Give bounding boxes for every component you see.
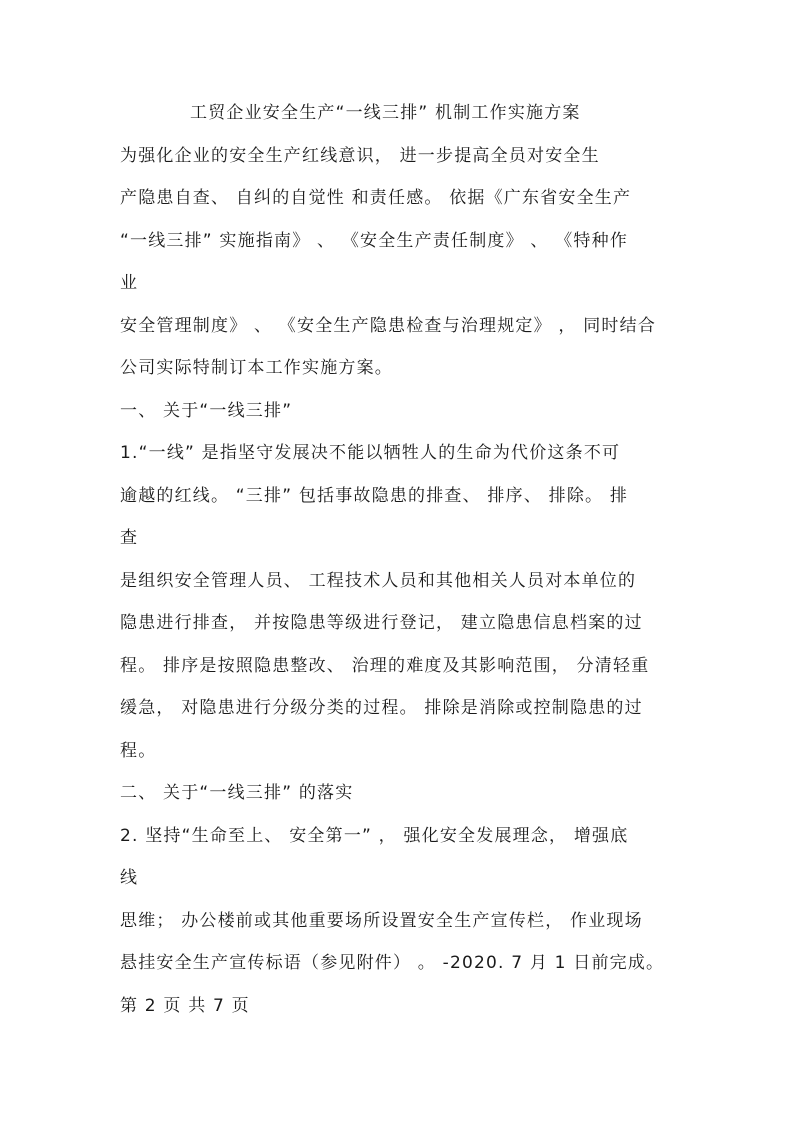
page-number: 第 2 页 共 7 页 — [120, 995, 250, 1016]
paragraph-line: “一线三排” 实施指南》 、 《安全生产责任制度》 、 《特种作 — [120, 230, 629, 251]
paragraph-line: 查 — [120, 528, 139, 548]
paragraph-line: 安全管理制度》 、 《安全生产隐患检查与治理规定》 ， 同时结合 — [120, 315, 657, 336]
paragraph-line: 程。 — [120, 740, 157, 761]
paragraph-line: 为强化企业的安全生产红线意识， 进一步提高全员对安全生 — [120, 145, 600, 166]
section-heading: 一、 关于“一线三排” — [120, 400, 293, 421]
paragraph-line: 缓急， 对隐患进行分级分类的过程。 排除是消除或控制隐患的过 — [120, 698, 643, 718]
paragraph-line: 悬挂安全生产宣传标语（参见附件） 。 -2020. 7 月 1 日前完成。 — [120, 953, 665, 973]
paragraph-line: 公司实际特制订本工作实施方案。 — [120, 358, 393, 378]
document-body — [120, 135, 720, 985]
paragraph-line: 程。 排序是按照隐患整改、 治理的难度及其影响范围， 分清轻重 — [120, 655, 650, 676]
document-page — [120, 92, 720, 1027]
document-title: 工贸企业安全生产“一线三排” 机制工作实施方案 — [190, 103, 581, 123]
section-heading: 二、 关于“一线三排” 的落实 — [120, 783, 354, 803]
paragraph-line: 思维； 办公楼前或其他重要场所设置安全生产宣传栏， 作业现场 — [120, 910, 643, 931]
paragraph-line: 2. 坚持“生命至上、 安全第一” ， 强化安全发展理念， 增强底 — [120, 825, 629, 846]
paragraph-line: 1.“一线” 是指坚守发展决不能以牺牲人的生命为代价这条不可 — [120, 443, 621, 463]
paragraph-line: 产隐患自查、 自纠的自觉性 和责任感。 依据《广东省安全生产 — [120, 188, 632, 208]
paragraph-line: 业 — [120, 273, 139, 293]
paragraph-line: 是组织安全管理人员、 工程技术人员和其他相关人员对本单位的 — [120, 570, 637, 591]
paragraph-line: 隐患进行排查， 并按隐患等级进行登记， 建立隐患信息档案的过 — [120, 613, 643, 633]
paragraph-line: 逾越的红线。 “三排” 包括事故隐患的排查、 排序、 排除。 排 — [120, 485, 629, 506]
paragraph-line: 线 — [120, 868, 139, 888]
